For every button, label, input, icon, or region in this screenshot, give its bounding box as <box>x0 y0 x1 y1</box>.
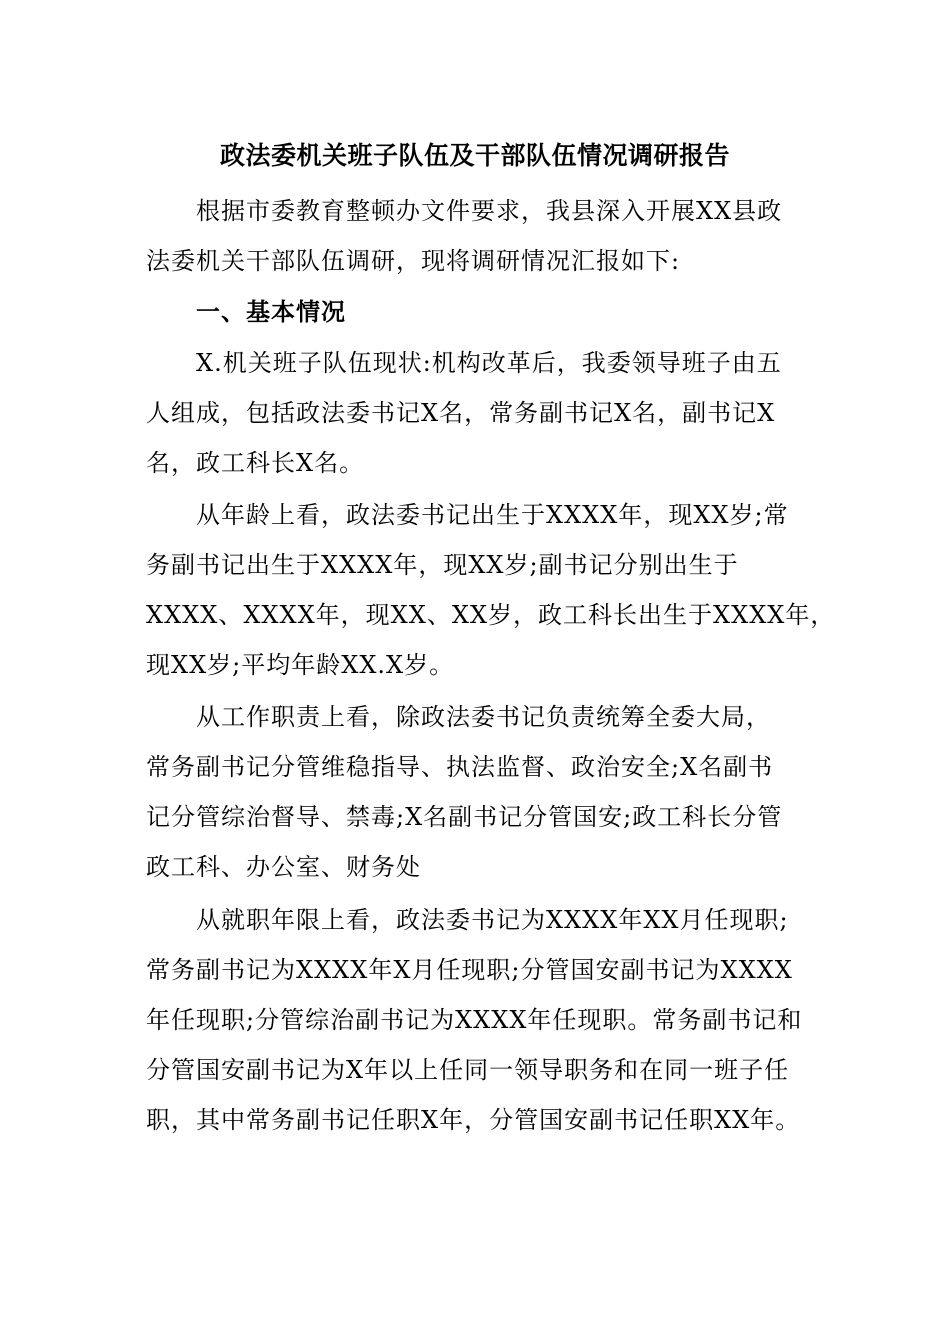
paragraph-tenure <box>146 895 808 1145</box>
text-line: 记分管综治督导、禁毒;X名副书记分管国安;政工科长分管 <box>146 803 783 831</box>
text-line: 职，其中常务副书记任职X年，分管国安副书记任职XX年。 <box>146 1106 801 1134</box>
text-line: 从年龄上看，政法委书记出生于XXXX年，现XX岁;常 <box>196 501 789 529</box>
text-line: 根据市委教育整顿办文件要求，我县深入开展XX县政 <box>196 197 783 225</box>
text-line: 常务副书记为XXXX年X月任现职;分管国安副书记为XXXX <box>146 956 793 984</box>
text-line: 务副书记出生于XXXX年，现XX岁;副书记分别出生于 <box>146 551 739 579</box>
text-line: 法委机关干部队伍调研，现将调研情况汇报如下: <box>146 247 681 275</box>
text-line: XXXX、XXXX年，现XX、XX岁，政工科长出生于XXXX年， <box>146 601 836 629</box>
text-line: 现XX岁;平均年龄XX.X岁。 <box>146 651 455 679</box>
document-title: 政法委机关班子队伍及干部队伍情况调研报告 <box>219 141 730 170</box>
text-line: 从工作职责上看，除政法委书记负责统筹全委大局， <box>196 703 771 731</box>
paragraph-responsibilities <box>146 692 808 892</box>
intro-paragraph <box>146 186 808 286</box>
text-line: 年任现职;分管综治副书记为XXXX年任现职。常务副书记和 <box>146 1006 803 1034</box>
text-line: 名，政工科长X名。 <box>146 449 365 477</box>
paragraph-team-status <box>146 338 808 488</box>
text-line: 分管国安副书记为X年以上任同一领导职务和在同一班子任 <box>146 1056 790 1084</box>
text-line: 常务副书记分管维稳指导、执法监督、政治安全;X名副书 <box>146 753 774 781</box>
text-line: 政工科、办公室、财务处 <box>146 853 421 881</box>
text-line: 从就职年限上看，政法委书记为XXXX年XX月任现职; <box>196 906 789 934</box>
section-heading: 一、基本情况 <box>196 298 346 326</box>
text-line: 人组成，包括政法委书记X名，常务副书记X名，副书记X <box>146 399 776 427</box>
text-line: X.机关班子队伍现状:机构改革后，我委领导班子由五 <box>196 349 782 377</box>
paragraph-age <box>146 490 836 690</box>
